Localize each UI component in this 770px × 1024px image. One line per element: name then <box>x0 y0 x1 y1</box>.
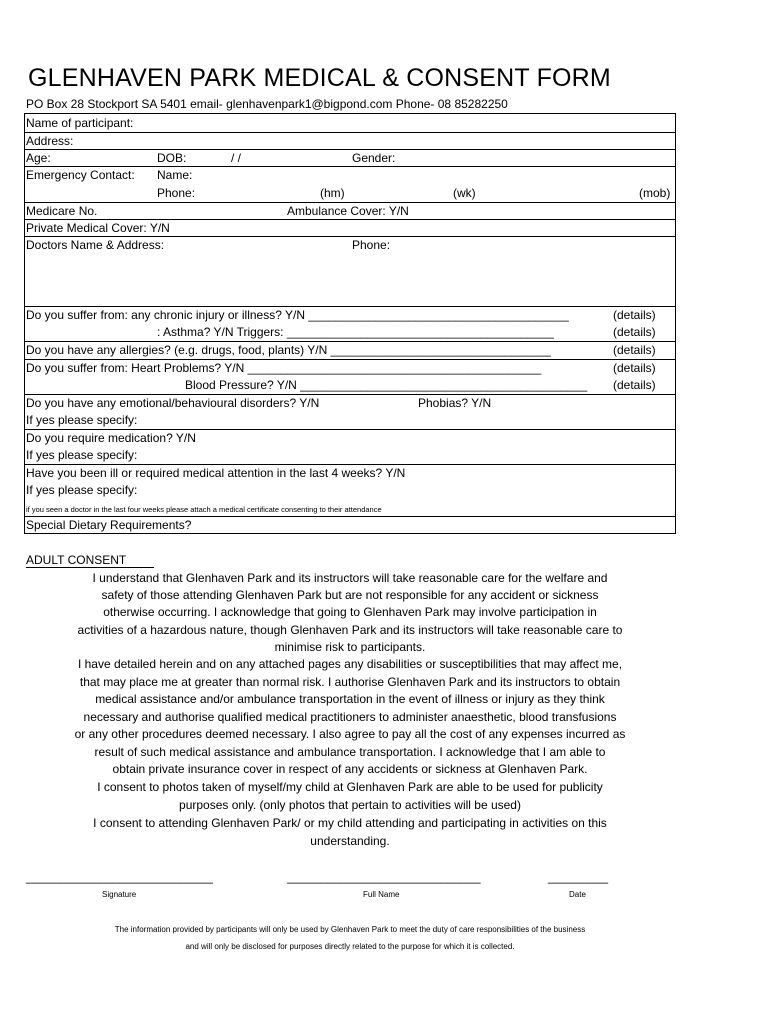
row-divider <box>25 219 675 220</box>
dietary-label: Special Dietary Requirements? <box>26 518 192 532</box>
doctor-phone-label: Phone: <box>352 238 391 252</box>
row-divider <box>25 149 675 150</box>
address-label: Address: <box>26 134 74 148</box>
row-divider <box>25 516 675 517</box>
consent-line: minimise risk to participants. <box>274 640 426 654</box>
emotional-question: Do you have any emotional/behavioural disorders? Y/N <box>26 396 320 410</box>
emergency-phone-label: Phone: <box>157 186 196 200</box>
asthma-question: : Asthma? Y/N Triggers: ________________________________________ <box>157 325 554 339</box>
signature-label: Signature <box>102 890 137 899</box>
medication-specify-label: If yes please specify: <box>26 448 138 462</box>
date-line: _________ <box>548 870 609 884</box>
phone-home-label: (hm) <box>320 186 345 200</box>
participant-name-label: Name of participant: <box>26 116 134 130</box>
illness-question: Have you been ill or required medical attention in the last 4 weeks? Y/N <box>26 466 406 480</box>
consent-line: safety of those attending Glenhaven Park but are not responsible for any accident or sickness <box>101 588 599 602</box>
consent-line: activities of a hazardous nature, though Glenhaven Park and its instructors will take reasonable care to <box>77 623 623 637</box>
medicare-label: Medicare No. <box>26 204 98 218</box>
private-cover-label: Private Medical Cover: Y/N <box>26 221 170 235</box>
contact-details: PO Box 28 Stockport SA 5401 email- glenhavenpark1@bigpond.com Phone- 08 85282250 <box>26 97 508 111</box>
row-divider <box>25 306 675 307</box>
consent-line: or any other procedures deemed necessary. I also agree to pay all the cost of any expenses incurred as <box>74 727 626 741</box>
consent-line: medical assistance and/or ambulance transportation in the event of illness or injury as they think <box>95 692 605 706</box>
ambulance-cover-label: Ambulance Cover: Y/N <box>287 204 409 218</box>
asthma-details-label: (details) <box>613 325 656 339</box>
row-divider <box>25 464 675 465</box>
form-title: GLENHAVEN PARK MEDICAL & CONSENT FORM <box>28 64 611 92</box>
heart-details-label: (details) <box>613 361 656 375</box>
consent-line: result of such medical assistance and ambulance transportation. I acknowledge that I am able to <box>94 745 606 759</box>
heart-question: Do you suffer from: Heart Problems? Y/N ____________________________________________ <box>26 361 542 375</box>
bp-details-label: (details) <box>613 378 656 392</box>
privacy-footer-line1: The information provided by participants will only be used by Glenhaven Park to meet the duty of care responsibilities of the business <box>114 925 586 934</box>
row-divider <box>25 429 675 430</box>
emergency-contact-label: Emergency Contact: <box>26 168 135 182</box>
emergency-name-label: Name: <box>157 168 193 182</box>
consent-heading: ADULT CONSENT <box>26 553 127 567</box>
illness-specify-label: If yes please specify: <box>26 483 138 497</box>
chronic-illness-question: Do you suffer from: any chronic injury or illness? Y/N _______________________________________ <box>26 308 569 322</box>
consent-line: I consent to photos taken of myself/my child at Glenhaven Park are able to be used for publicity <box>97 780 603 794</box>
consent-line: necessary and authorise qualified medical practitioners to administer anaesthetic, blood transfusions <box>83 710 617 724</box>
phobias-question: Phobias? Y/N <box>418 396 492 410</box>
row-divider <box>25 166 675 167</box>
row-divider <box>25 359 675 360</box>
consent-line: otherwise occurring. I acknowledge that going to Glenhaven Park may involve participation in <box>103 605 597 619</box>
medication-question: Do you require medication? Y/N <box>26 431 196 445</box>
consent-line: understanding. <box>310 834 390 848</box>
full-name-label: Full Name <box>363 890 400 899</box>
privacy-footer-line2: and will only be disclosed for purposes directly related to the purpose for which it is collected. <box>185 942 515 951</box>
consent-line: I consent to attending Glenhaven Park/ or my child attending and participating in activities on this <box>93 816 607 830</box>
chronic-details-label: (details) <box>613 308 656 322</box>
allergies-details-label: (details) <box>613 343 656 357</box>
phone-work-label: (wk) <box>453 186 476 200</box>
row-divider <box>25 202 675 203</box>
date-label: Date <box>569 890 586 899</box>
blood-pressure-question: Blood Pressure? Y/N ___________________________________________ <box>185 378 588 392</box>
phone-mobile-label: (mob) <box>639 186 671 200</box>
signature-line: ____________________________ <box>26 870 213 884</box>
row-divider <box>25 132 675 133</box>
allergies-question: Do you have any allergies? (e.g. drugs, food, plants) Y/N _________________________________ <box>26 343 551 357</box>
consent-line: I have detailed herein and on any attached pages any disabilities or susceptibilities that may affect me, <box>77 657 623 671</box>
medical-form-table <box>24 113 676 534</box>
consent-heading-underline <box>26 567 154 568</box>
consent-line: purposes only. (only photos that pertain to activities will be used) <box>179 798 521 812</box>
consent-line: I understand that Glenhaven Park and its instructors will take reasonable care for the welfare and <box>92 571 608 585</box>
dob-label: DOB: <box>157 151 187 165</box>
row-divider <box>25 394 675 395</box>
row-divider <box>25 236 675 237</box>
full-name-line: _____________________________ <box>287 870 481 884</box>
dob-slashes: / / <box>231 151 242 165</box>
age-label: Age: <box>26 151 51 165</box>
consent-line: that may place me at greater than normal risk. I authorise Glenhaven Park and its instructors to obtain <box>79 675 621 689</box>
doctor-label: Doctors Name & Address: <box>26 238 165 252</box>
emotional-specify-label: If yes please specify: <box>26 413 138 427</box>
doctor-certificate-note: if you seen a doctor in the last four weeks please attach a medical certificate consenting to their attendance <box>26 505 382 514</box>
gender-label: Gender: <box>352 151 396 165</box>
consent-line: obtain private insurance cover in respect of any accidents or sickness at Glenhaven Park. <box>112 762 588 776</box>
row-divider <box>25 341 675 342</box>
